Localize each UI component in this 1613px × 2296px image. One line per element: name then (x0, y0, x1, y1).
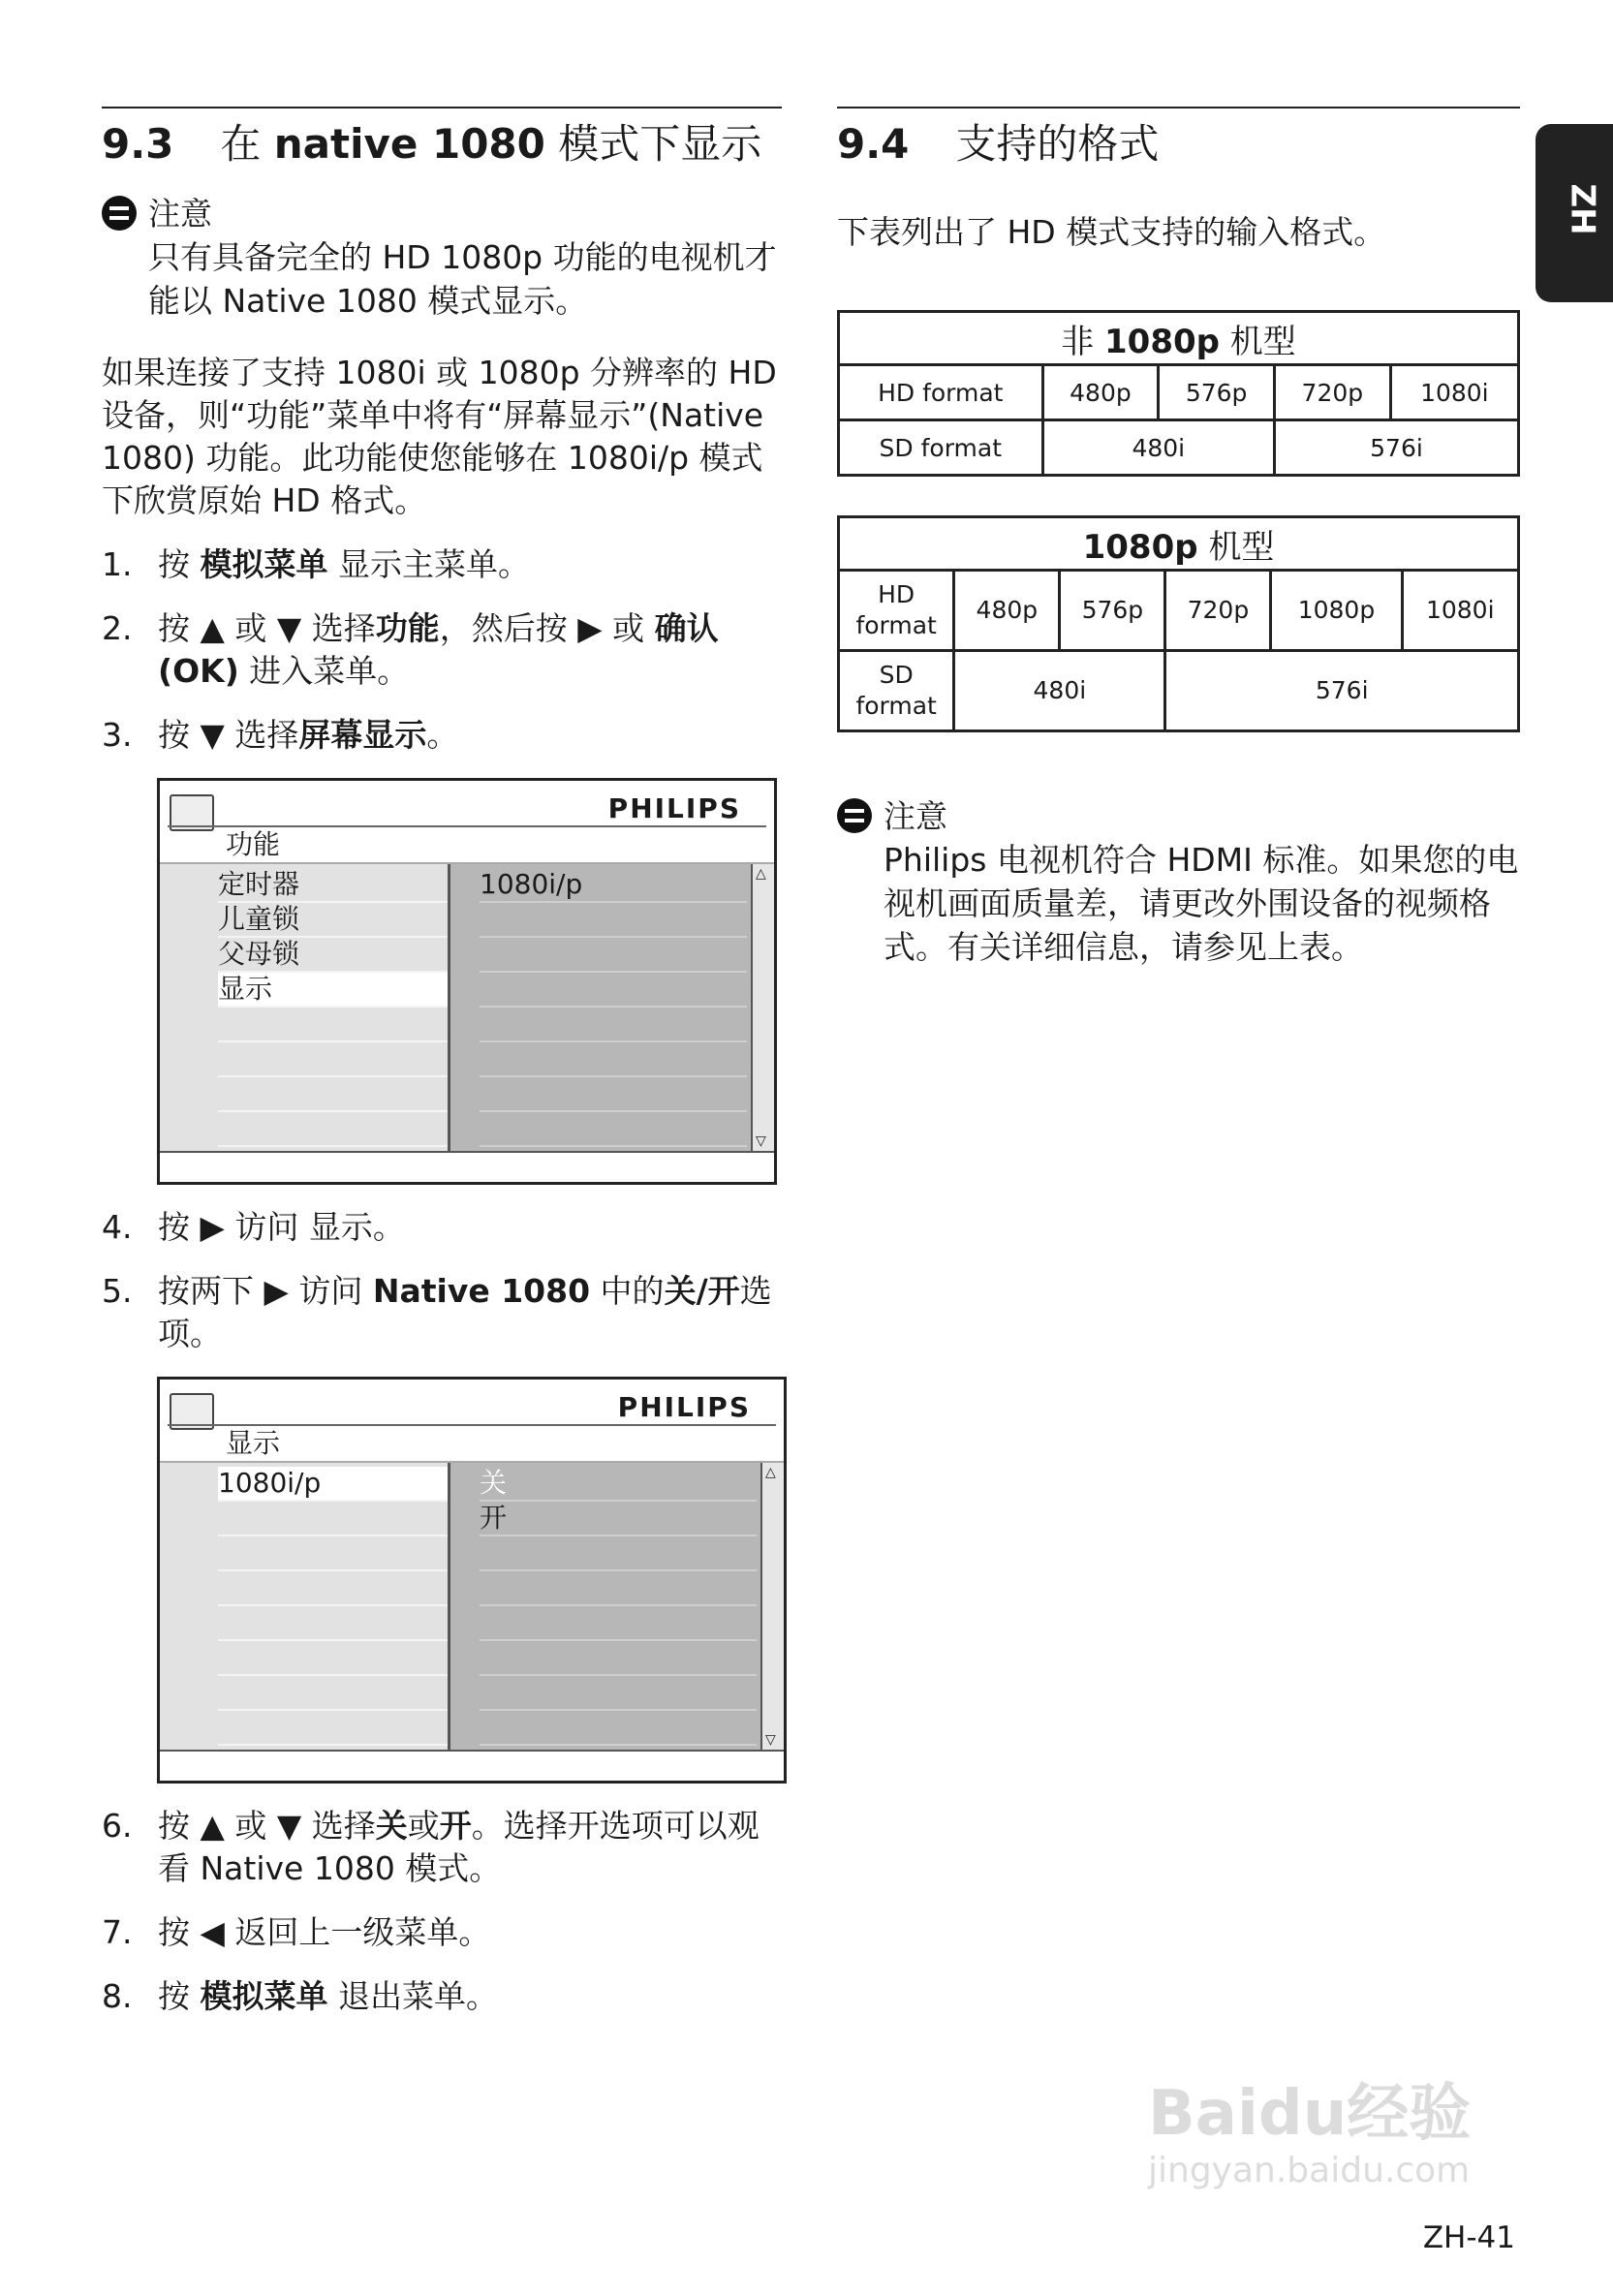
tv-menu-screenshot-2 (157, 1377, 787, 1784)
heading-rule (837, 107, 1520, 109)
menu-option: 开 (480, 1502, 757, 1536)
menu-item: 定时器 (218, 868, 448, 903)
section-9-4-heading: 9.4 支持的格式 (837, 120, 1160, 168)
note-icon (102, 196, 137, 231)
menu-left-list (160, 1463, 450, 1750)
table-cell: HD format (839, 365, 1043, 420)
table-cell: HD format (839, 571, 954, 651)
1080p-format-table (837, 515, 1520, 732)
table-cell: SD format (839, 420, 1043, 476)
menu-item (218, 1112, 448, 1147)
menu-item (218, 1008, 448, 1042)
menu-right-list (450, 1463, 784, 1750)
menu-item: 儿童锁 (218, 903, 448, 938)
menu-item (218, 1042, 448, 1077)
language-tab: ZH (1535, 124, 1613, 302)
steps-list-3 (102, 1805, 782, 2018)
non-1080p-format-table (837, 310, 1520, 477)
formats-intro: 下表列出了 HD 模式支持的输入格式。 (837, 213, 1386, 251)
table-cell: 576i (1275, 420, 1519, 476)
table-cell: 480i (954, 651, 1165, 731)
step-item: 5. 按两下 ▶ 访问 Native 1080 中的关/开选项。 (102, 1272, 772, 1352)
note-block: 注意 只有具备完全的 HD 1080p 功能的电视机才能以 Native 1080 模式显示。 (102, 192, 782, 323)
table-cell: 576i (1165, 651, 1519, 731)
menu-item-selected: 1080i/p (218, 1467, 448, 1502)
table-cell: 720p (1165, 571, 1271, 651)
left-column (102, 107, 782, 2018)
menu-left-list (160, 864, 450, 1151)
table-cell: 1080i (1402, 571, 1519, 651)
table-cell: SD format (839, 651, 954, 731)
step-item: 2. 按 ▲ 或 ▼ 选择功能，然后按 ▶ 或 确认 (OK) 进入菜单。 (102, 609, 719, 690)
scroll-down-icon: ▽ (765, 1732, 776, 1748)
scrollbar (751, 864, 774, 1151)
note-icon (837, 798, 872, 833)
table-cell: 480p (1042, 365, 1159, 420)
table-title: 非 1080p 机型 (839, 312, 1519, 365)
scroll-up-icon: △ (756, 866, 766, 882)
menu-item: 父母锁 (218, 938, 448, 973)
scrollbar (760, 1463, 784, 1750)
step-item: 4. 按 ▶ 访问 显示。 (102, 1208, 405, 1246)
table-cell: 1080i (1390, 365, 1518, 420)
right-column (837, 107, 1520, 969)
steps-list-1 (102, 543, 782, 757)
menu-right-list (450, 864, 774, 1151)
menu-option: 1080i/p (480, 868, 747, 903)
intro-paragraph: 如果连接了支持 1080i 或 1080p 分辨率的 HD 设备，则“功能”菜单中将有“屏幕显示”(Native 1080) 功能。此功能使您能够在 1080i/p 模式下欣赏原始 HD 格式。 (102, 354, 777, 519)
table-cell: 720p (1275, 365, 1391, 420)
section-9-3-heading: 9.3 在 native 1080 模式下显示 (102, 120, 762, 168)
table-title: 1080p 机型 (839, 517, 1519, 571)
menu-option: 关 (480, 1467, 757, 1502)
tv-menu-screenshot-1 (157, 778, 777, 1185)
brand-logo: PHILIPS (607, 792, 741, 824)
step-item: 8. 按 模拟菜单 退出菜单。 (102, 1977, 498, 2015)
heading-rule (102, 107, 782, 109)
menu-item (218, 1077, 448, 1112)
table-cell: 480p (954, 571, 1060, 651)
step-item: 6. 按 ▲ 或 ▼ 选择关或开。选择开选项可以观看 Native 1080 模式。 (102, 1807, 760, 1887)
menu-title: 显示 (226, 1427, 281, 1459)
table-cell: 576p (1060, 571, 1165, 651)
watermark: Baidu经验 (1148, 2078, 1472, 2150)
step-item: 3. 按 ▼ 选择屏幕显示。 (102, 716, 459, 754)
steps-list-2 (102, 1206, 782, 1355)
step-item: 1. 按 模拟菜单 显示主菜单。 (102, 545, 530, 583)
step-item: 7. 按 ◀ 返回上一级菜单。 (102, 1913, 491, 1951)
scroll-down-icon: ▽ (756, 1133, 766, 1149)
scroll-up-icon: △ (765, 1465, 776, 1480)
menu-item-selected: 显示 (218, 973, 448, 1008)
table-cell: 1080p (1271, 571, 1402, 651)
watermark-url: jingyan.baidu.com (1148, 2151, 1471, 2190)
brand-logo: PHILIPS (617, 1391, 751, 1423)
table-cell: 480i (1042, 420, 1274, 476)
note-block: 注意 Philips 电视机符合 HDMI 标准。如果您的电视机画面质量差，请更改外围设备的视频格式。有关详细信息，请参见上表。 (837, 794, 1520, 969)
menu-title: 功能 (226, 828, 281, 860)
page-number: ZH-41 (1422, 2220, 1515, 2255)
table-cell: 576p (1159, 365, 1275, 420)
